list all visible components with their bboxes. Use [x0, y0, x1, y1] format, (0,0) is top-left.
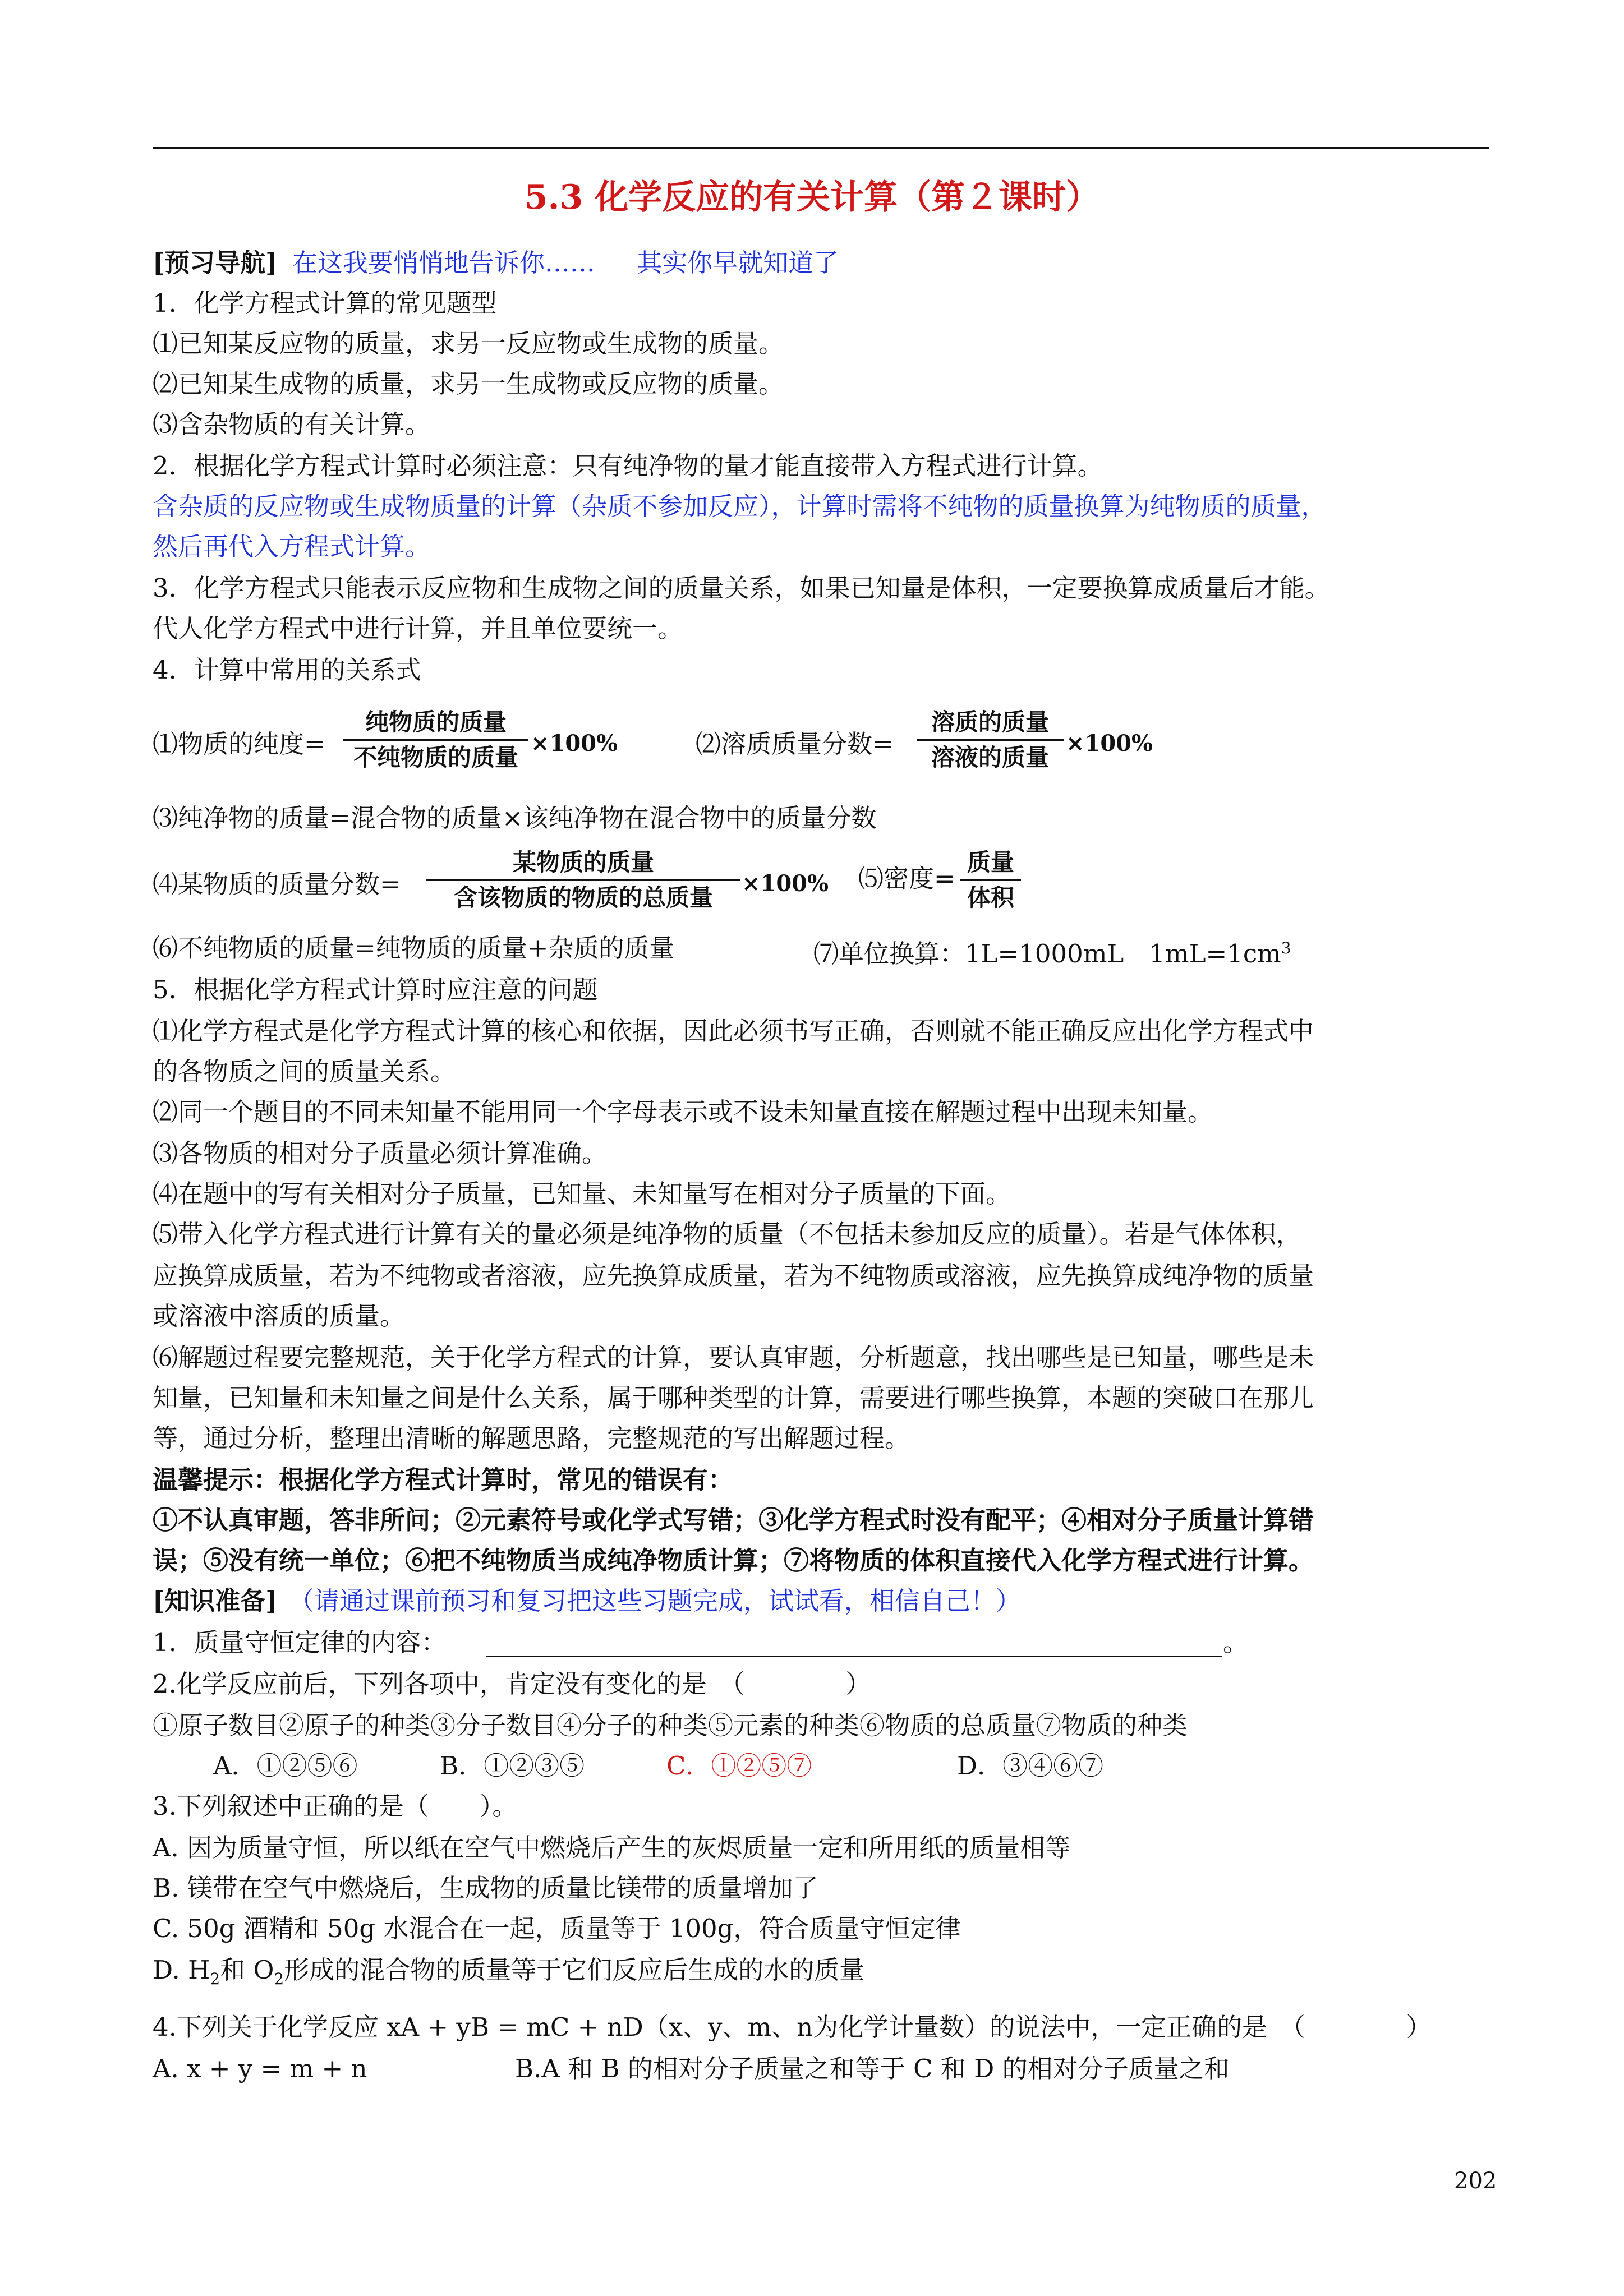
formula-4-numerator: 某物质的质量: [512, 849, 654, 876]
question-3: 3.下列叙述中正确的是（ ）。: [153, 1791, 518, 1821]
tip-heading: 温馨提示：根据化学方程式计算时，常见的错误有：: [153, 1465, 734, 1495]
option-3d-mid: 和 O: [220, 1955, 274, 1985]
formula-1-label: ⑴物质的纯度=: [153, 729, 325, 759]
option-3d-sub-2: 2: [274, 1970, 284, 1988]
text-line-3: ⑵已知某生成物的质量，求另一生成物或反应物的质量。: [153, 369, 784, 399]
option-4b: B.A 和 B 的相对分子质量之和等于 C 和 D 的相对分子质量之和: [515, 2054, 1230, 2083]
formula-4-fraction: [426, 848, 740, 912]
option-2b: B．①②③⑤: [440, 1751, 585, 1781]
text-line-8: 3．化学方程式只能表示反应物和生成物之间的质量关系，如果已知量是体积，一定要换算成质量后才能。: [153, 573, 1330, 603]
option-2c: C．①②⑤⑦: [666, 1751, 812, 1781]
preview-note-1: 在这我要悄悄地告诉你……: [292, 248, 595, 278]
formula-5-numerator: 质量: [967, 849, 1014, 876]
option-3a: A. 因为质量守恒，所以纸在空气中燃烧后产生的灰烬质量一定和所用纸的质量相等: [153, 1833, 1071, 1862]
text-line-10: 4．计算中常用的关系式: [153, 655, 421, 685]
preview-note-2: 其实你早就知道了: [637, 248, 839, 278]
note-line-10: ⑹解题过程要完整规范，关于化学方程式的计算，要认真审题，分析题意，找出哪些是已知量，哪些是未: [153, 1343, 1314, 1372]
fraction-bar: [343, 739, 528, 741]
text-line-9: 代人化学方程式中进行计算，并且单位要统一。: [153, 614, 683, 643]
option-3d-sub-1: 2: [210, 1970, 220, 1988]
fraction-bar: [960, 879, 1021, 881]
note-line-2: ⑴化学方程式是化学方程式计算的核心和依据，因此必须书写正确，否则就不能正确反应出化学方程式中: [153, 1016, 1314, 1046]
option-3d: [153, 1953, 864, 1997]
option-2a: A．①②⑤⑥: [213, 1751, 358, 1781]
page-number: 202: [1454, 2168, 1497, 2194]
formula-1-numerator: 纯物质的质量: [365, 708, 507, 736]
formula-2-multiplier: ×100%: [1066, 730, 1153, 757]
note-line-5: ⑶各物质的相对分子质量必须计算准确。: [153, 1138, 608, 1168]
note-line-8: 应换算成质量，若为不纯物或者溶液，应先换算成质量，若为不纯物质或溶液，应先换算成纯净物的质量: [153, 1261, 1314, 1290]
formula-5-denominator: 体积: [967, 884, 1014, 911]
question-2-items: ①原子数目②原子的种类③分子数目④分子的种类⑤元素的种类⑥物质的总质量⑦物质的种类: [153, 1711, 1188, 1740]
text-line-4: ⑶含杂物质的有关计算。: [153, 409, 431, 439]
option-3c: C. 50g 酒精和 50g 水混合在一起，质量等于 100g，符合质量守恒定律: [153, 1914, 961, 1943]
preview-line: [153, 246, 839, 280]
formula-2-denominator: 溶液的质量: [931, 744, 1049, 771]
tip-line-2: 误；⑤没有统一单位；⑥把不纯物质当成纯净物质计算；⑦将物质的体积直接代入化学方程式进行计算。: [153, 1546, 1314, 1575]
formula-7-text: ⑺单位换算：1L=1000mL 1mL=1cm: [813, 939, 1281, 969]
formula-1-multiplier: ×100%: [531, 730, 618, 757]
formula-3: ⑶纯净物的质量=混合物的质量×该纯净物在混合物中的质量分数: [153, 803, 877, 833]
option-3b: B. 镁带在空气中燃烧后，生成物的质量比镁带的质量增加了: [153, 1873, 818, 1903]
question-1-end: 。: [1223, 1628, 1249, 1657]
formula-4-label: ⑷某物质的质量分数=: [153, 869, 401, 899]
note-line-9: 或溶液中溶质的质量。: [153, 1301, 406, 1331]
formula-1-fraction: [343, 708, 528, 772]
preview-header: [预习导航]: [153, 248, 278, 278]
formula-2-numerator: 溶质的质量: [931, 708, 1049, 736]
formula-4-multiplier: ×100%: [742, 870, 829, 897]
formula-2-label: ⑵溶质质量分数=: [696, 729, 894, 759]
text-line-1: 1．化学方程式计算的常见题型: [153, 288, 497, 318]
fraction-bar: [917, 739, 1064, 741]
formula-1-denominator: 不纯物质的质量: [353, 744, 518, 771]
answer-blank[interactable]: [486, 1656, 1222, 1657]
question-1: 1．质量守恒定律的内容：: [153, 1628, 447, 1657]
formula-5-fraction: [960, 848, 1021, 912]
option-3d-pre: D. H: [153, 1955, 210, 1985]
question-4: 4.下列关于化学反应 xA + yB = mC + nD（x、y、m、n为化学计量数）的说法中，一定正确的是 （ ）: [153, 2012, 1432, 2042]
page-title: 5.3 化学反应的有关计算（第２课时）: [524, 178, 1100, 217]
option-3d-post: 形成的混合物的质量等于它们反应后生成的水的质量: [284, 1955, 865, 1985]
prep-header: [知识准备]: [153, 1586, 278, 1616]
option-2d: D．③④⑥⑦: [957, 1751, 1104, 1781]
formula-2-fraction: [917, 708, 1064, 772]
text-line-7: 然后再代入方程式计算。: [153, 532, 431, 561]
text-line-2: ⑴已知某反应物的质量，求另一反应物或生成物的质量。: [153, 329, 784, 358]
note-line-12: 等，通过分析，整理出清晰的解题思路，完整规范的写出解题过程。: [153, 1423, 910, 1453]
prep-line: [153, 1584, 1021, 1619]
formula-7-superscript: 3: [1281, 939, 1291, 957]
top-rule: [153, 147, 1489, 149]
note-line-7: ⑸带入化学方程式进行计算有关的量必须是纯净物的质量（不包括未参加反应的质量）。若是气体体积，: [153, 1219, 1301, 1249]
tip-line-1: ①不认真审题，答非所问；②元素符号或化学式写错；③化学方程式时没有配平；④相对分子质量计算错: [153, 1505, 1314, 1535]
note-line-3: 的各物质之间的质量关系。: [153, 1057, 456, 1086]
question-2: 2.化学反应前后，下列各项中，肯定没有变化的是 （ ）: [153, 1669, 871, 1699]
formula-7: [813, 931, 1291, 971]
prep-note: （请通过课前预习和复习把这些习题完成，试试看，相信自己！）: [288, 1586, 1021, 1616]
fraction-bar: [426, 879, 740, 881]
note-line-1: 5．根据化学方程式计算时应注意的问题: [153, 975, 598, 1004]
note-line-6: ⑷在题中的写有关相对分子质量，已知量、未知量写在相对分子质量的下面。: [153, 1179, 1011, 1209]
note-line-11: 知量，已知量和未知量之间是什么关系，属于哪种类型的计算，需要进行哪些换算，本题的突破口在那儿: [153, 1383, 1314, 1413]
formula-4-denominator: 含该物质的物质的总质量: [453, 884, 713, 911]
formula-6: ⑹不纯物质的质量=纯物质的质量+杂质的质量: [153, 933, 675, 963]
formula-5-label: ⑸密度=: [858, 864, 955, 893]
note-line-4: ⑵同一个题目的不同未知量不能用同一个字母表示或不设未知量直接在解题过程中出现未知量。: [153, 1097, 1213, 1127]
option-4a: A. x + y = m + n: [153, 2054, 367, 2083]
text-line-5: 2．根据化学方程式计算时必须注意：只有纯净物的量才能直接带入方程式进行计算。: [153, 451, 1103, 481]
text-line-6: 含杂质的反应物或生成物质量的计算（杂质不参加反应），计算时需将不纯物的质量换算为纯物质的质量，: [153, 491, 1327, 521]
